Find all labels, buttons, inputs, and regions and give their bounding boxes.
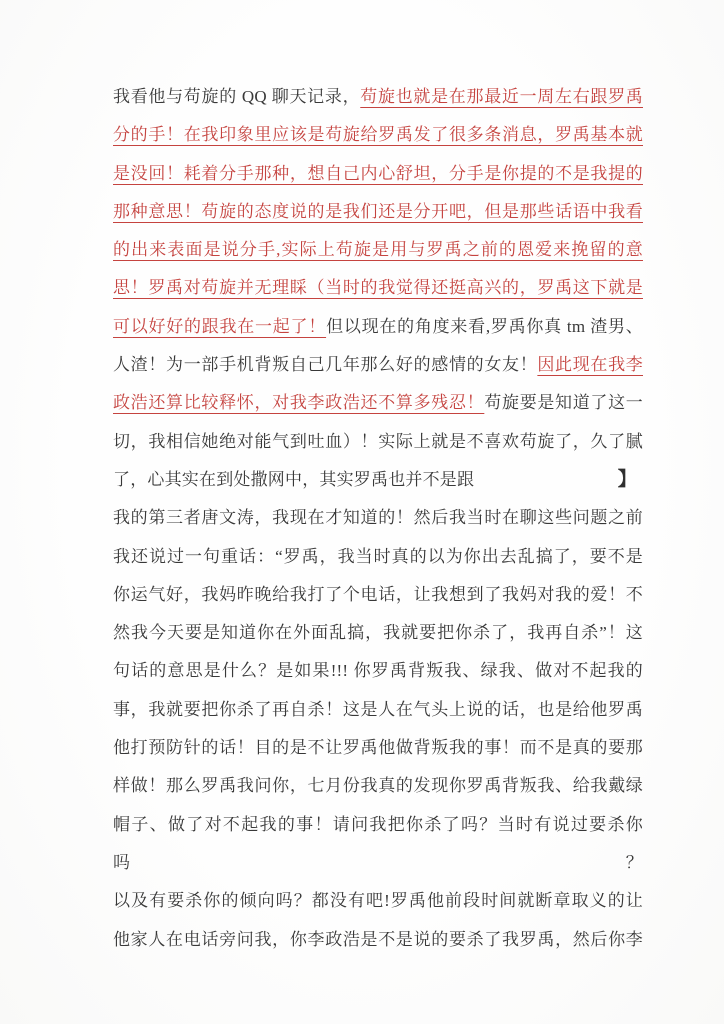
text-line-1 <box>113 78 643 116</box>
highlighted-text-run: 是没回！耗着分手那种，想自己内心舒坦，分手是你提的不是我提的 <box>113 163 643 183</box>
text-line-12 <box>113 499 643 537</box>
text-line-15 <box>113 614 643 652</box>
text-run: 我的第三者唐文涛，我现在才知道的！然后我当时在聊这些问题之前 <box>113 508 643 528</box>
text-run: 我看他与苟旋的 QQ 聊天记录， <box>113 87 361 106</box>
text-line-9 <box>113 384 643 422</box>
text-run: 了，心其实在到处撒网中，其实罗禹也并不是跟 <box>113 469 475 489</box>
text-run: 帽子、做了对不起我的事！请问我把你杀了吗？当时有说过要杀你吗？ <box>113 814 643 872</box>
highlighted-text-run: 苟旋也就是在那最近一周左右跟罗禹 <box>360 87 643 106</box>
text-line-13 <box>113 538 643 576</box>
text-line-11 <box>113 461 643 499</box>
text-line-14 <box>113 576 643 614</box>
text-line-7 <box>113 308 643 346</box>
highlighted-text-run: 可以好好的跟我在一起了！ <box>113 316 327 336</box>
text-line-8 <box>113 346 643 384</box>
text-run: 切，我相信她绝对能气到吐血）！实际上就是不喜欢苟旋了，久了腻 <box>113 431 643 451</box>
text-run: 句话的意思是什么？是如果!!! 你罗禹背叛我、绿我、做对不起我的 <box>113 661 643 681</box>
text-line-6 <box>113 269 643 307</box>
text-run: 事，我就要把你杀了再自杀！这是人在气头上说的话，也是给他罗禹 <box>113 699 643 719</box>
text-line-4 <box>113 193 643 231</box>
text-run: 他家人在电话旁问我，你李政浩是不是说的要杀了我罗禹，然后你李 <box>113 929 643 949</box>
document-text <box>113 78 643 959</box>
text-line-22 <box>113 921 643 959</box>
text-line-17 <box>113 691 643 729</box>
text-line-21 <box>113 882 643 920</box>
highlighted-text-run: 分的手！在我印象里应该是苟旋给罗禹发了很多条消息，罗禹基本就 <box>113 125 643 145</box>
text-run: 然我今天要是知道你在外面乱搞，我就要把你杀了，我再自杀”！这 <box>113 623 643 643</box>
text-line-2 <box>113 116 643 154</box>
highlighted-text-run: 那种意思！苟旋的态度说的是我们还是分开吧，但是那些话语中我看 <box>113 201 643 221</box>
closing-bracket-glyph: 】 <box>617 468 637 490</box>
text-line-16 <box>113 652 643 690</box>
highlighted-text-run: 因此现在我李 <box>537 355 643 375</box>
text-run: 我还说过一句重话：“罗禹，我当时真的以为你出去乱搞了，要不是 <box>113 546 643 566</box>
text-run: 他打预防针的话！目的是不让罗禹他做背叛我的事！而不是真的要那 <box>113 738 643 758</box>
highlighted-text-run: 政浩还算比较释怀，对我李政浩还不算多残忍！ <box>113 393 485 413</box>
text-line-19 <box>113 767 643 805</box>
text-line-3 <box>113 155 643 193</box>
text-run: 但以现在的角度来看,罗禹你真 tm 渣男、 <box>326 316 643 336</box>
text-line-5 <box>113 231 643 269</box>
highlighted-text-run: 思！罗禹对苟旋并无理睬（当时的我觉得还挺高兴的，罗禹这下就是 <box>113 278 643 298</box>
text-run: 人渣！为一部手机背叛自己几年那么好的感情的女友！ <box>113 355 538 375</box>
text-line-18 <box>113 729 643 767</box>
highlighted-text-run: 的出来表面是说分手,实际上苟旋是用与罗禹之前的恩爱来挽留的意 <box>113 240 643 260</box>
text-run: 样做！那么罗禹我问你，七月份我真的发现你罗禹背叛我、给我戴绿 <box>113 776 643 796</box>
text-run: 你运气好，我妈昨晚给我打了个电话，让我想到了我妈对我的爱！不 <box>113 584 643 604</box>
text-run: 以及有要杀你的倾向吗？都没有吧!罗禹他前段时间就断章取义的让 <box>113 891 643 911</box>
text-run: 苟旋要是知道了这一 <box>484 393 643 413</box>
text-line-10 <box>113 423 643 461</box>
text-line-20 <box>113 806 643 883</box>
